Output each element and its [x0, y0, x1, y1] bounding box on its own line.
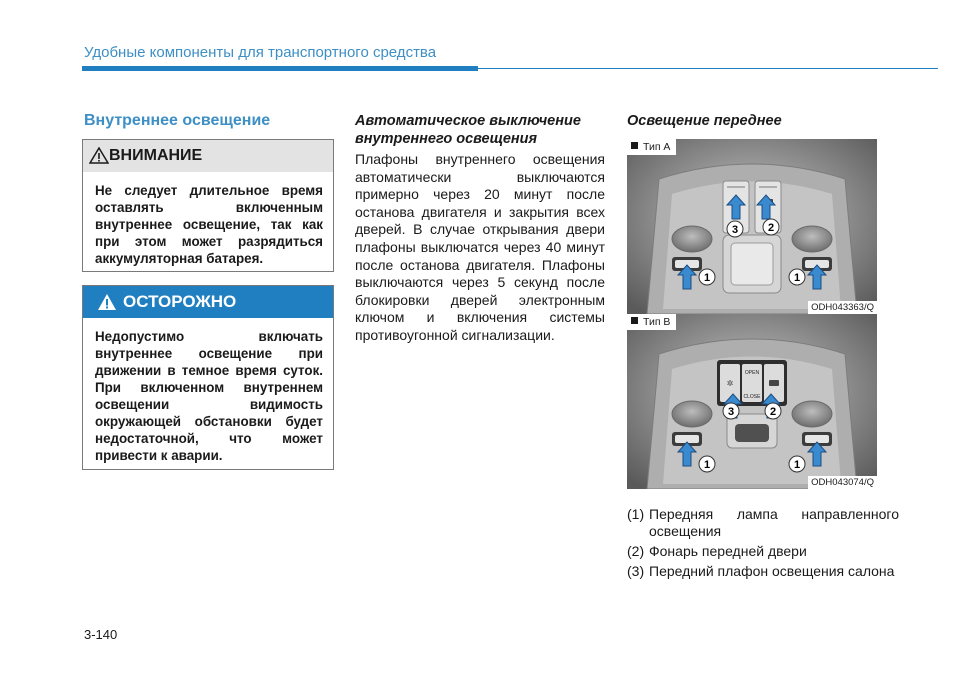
overhead-console-b-illustration — [627, 314, 877, 489]
warning-header — [83, 140, 333, 172]
figure-a-tag: Тип A — [627, 139, 676, 155]
warning-label: ВНИМАНИЕ — [109, 147, 203, 164]
figure-type-b — [627, 314, 877, 489]
caution-header — [83, 286, 333, 318]
fig-a-label-2: 2 — [767, 222, 775, 234]
warning-text: Не следует длительное время оставлять включенным внутреннее освещение, так как при этом может разрядиться аккумуляторная батарея. — [95, 183, 323, 266]
switch-close-label: CLOSE — [743, 394, 761, 400]
svg-text:✲: ✲ — [726, 379, 734, 388]
fig-a-label-1-right: 1 — [793, 272, 801, 284]
legend-item-3 — [627, 563, 895, 599]
header-rule — [478, 68, 938, 69]
auto-off-text: Плафоны внутреннего освещения автоматически выключаются примерно через 20 минут после останова двигателя и закрытия всех дверей. В случае открывания двери плафоны выключатся через 40 минут после останова двигателя. Плафоны выключаются через 5 секунд после блокировки дверей электронным ключом и включения системы противоугонной сигнализации. — [355, 151, 605, 343]
figure-b-code: ODH043074/Q — [808, 476, 877, 489]
legend-num: (1) — [627, 506, 645, 522]
fig-b-label-3: 3 — [727, 406, 735, 418]
figure-type-a — [627, 139, 877, 314]
legend-num: (2) — [627, 543, 645, 559]
fig-a-label-1-left: 1 — [703, 272, 711, 284]
overhead-console-a-illustration — [627, 139, 877, 314]
front-light-title: Освещение переднее — [627, 113, 782, 129]
figure-a-code: ODH043363/Q — [808, 301, 877, 314]
section-title: Внутреннее освещение — [84, 112, 271, 129]
fig-a-label-3: 3 — [731, 224, 739, 236]
fig-b-label-2: 2 — [769, 406, 777, 418]
auto-off-title: Автоматическое выключение внутреннего освещения — [355, 113, 581, 147]
fig-b-label-1-left: 1 — [703, 459, 711, 471]
legend-text: Передний плафон освещения салона — [649, 563, 895, 579]
warning-triangle-icon — [89, 147, 109, 164]
fig-b-label-1-right: 1 — [793, 459, 801, 471]
switch-open-label: OPEN — [744, 370, 760, 376]
legend-text: Передняя лампа направленного освещения — [649, 506, 899, 539]
figure-b-tag: Тип B — [627, 314, 676, 330]
chapter-title: Удобные компоненты для транспортного средства — [84, 44, 437, 61]
caution-triangle-icon — [97, 293, 117, 311]
legend-num: (3) — [627, 563, 645, 579]
page-number: 3-140 — [84, 627, 118, 642]
legend-item-2 — [627, 543, 877, 561]
caution-box — [82, 285, 334, 470]
header-bar — [82, 66, 478, 71]
warning-box — [82, 139, 334, 272]
legend-text: Фонарь передней двери — [649, 543, 807, 559]
legend-item-1 — [627, 506, 899, 542]
caution-text: Недопустимо включать внутреннее освещение при движении в темное время суток. При включенном внутреннем освещении видимость окружающей обстановки будет недостаточной, что может привести к аварии. — [95, 329, 323, 463]
caution-label: ОСТОРОЖНО — [123, 292, 237, 311]
